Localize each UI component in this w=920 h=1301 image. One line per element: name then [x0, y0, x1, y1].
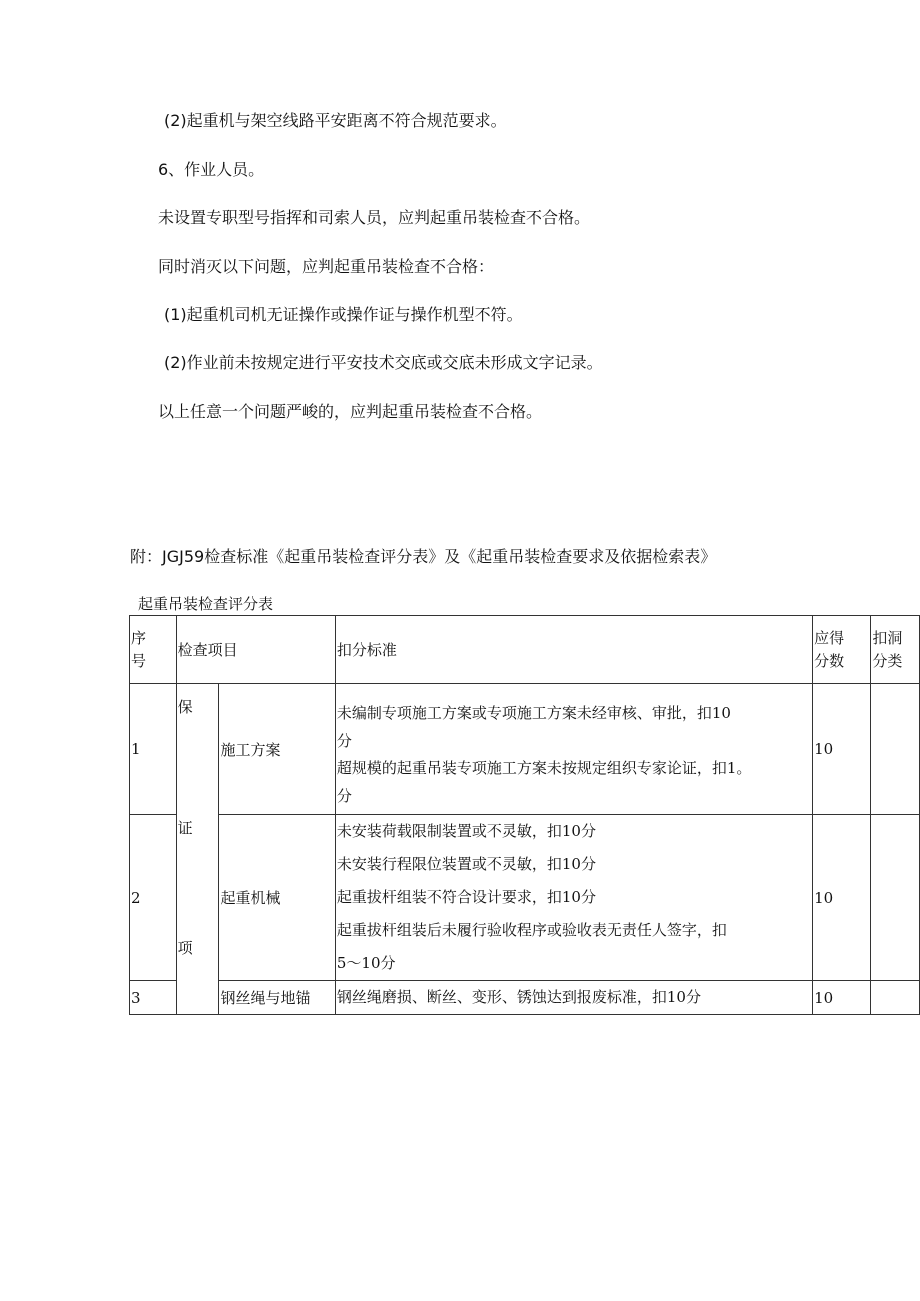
body-paragraph: 以上任意一个问题严峻的，应判起重吊装检查不合格。	[158, 402, 543, 421]
section-heading: 6、作业人员。	[158, 160, 265, 179]
table-row	[130, 815, 920, 981]
standard-line: 分	[336, 787, 352, 805]
standard-line: 5～10分	[336, 954, 396, 972]
standard-line: 未安装荷载限制装置或不灵敏，扣10分	[336, 822, 596, 840]
row-seq: 2	[130, 815, 177, 981]
standard-line: 起重拔杆组装不符合设计要求，扣10分	[336, 888, 596, 906]
row-seq: 1	[130, 684, 177, 815]
header-seq-line1: 序	[131, 628, 147, 647]
header-deduct	[871, 616, 920, 684]
row-score: 10	[813, 684, 871, 815]
row-standards	[335, 981, 812, 1015]
appendix-note: 附：JGJ59检查标准《起重吊装检查评分表》及《起重吊装检查要求及依据检索表》	[130, 547, 717, 566]
row-deduct	[871, 815, 920, 981]
table-header-row	[130, 616, 920, 684]
header-deduct-line2: 分类	[872, 651, 903, 670]
body-paragraph: (2)起重机与架空线路平安距离不符合规范要求。	[164, 111, 507, 130]
header-score-line2: 分数	[814, 651, 845, 670]
row-item: 施工方案	[219, 684, 335, 815]
group-label-char: 保	[177, 698, 193, 716]
header-score	[813, 616, 871, 684]
body-paragraph: 未设置专职型号指挥和司索人员，应判起重吊装检查不合格。	[158, 208, 591, 227]
standard-line: 起重拔杆组装后未履行验收程序或验收表无责任人签字，扣	[336, 921, 727, 939]
header-item: 检查项目	[176, 616, 335, 684]
row-item: 起重机械	[219, 815, 335, 981]
standard-line: 分	[336, 732, 352, 750]
row-standards	[335, 815, 812, 981]
row-standards	[335, 684, 812, 815]
body-paragraph: (1)起重机司机无证操作或操作证与操作机型不符。	[164, 305, 523, 324]
header-score-line1: 应得	[814, 628, 845, 647]
row-score: 10	[813, 981, 871, 1015]
table-row	[130, 981, 920, 1015]
group-label-char: 证	[177, 818, 193, 837]
standard-line: 未编制专项施工方案或专项施工方案未经审核、审批，扣10	[336, 704, 731, 722]
row-deduct	[871, 981, 920, 1015]
score-table	[129, 615, 920, 1015]
standard-line: 未安装行程限位装置或不灵敏，扣10分	[336, 855, 596, 873]
header-deduct-line1: 扣洞	[872, 628, 903, 647]
standard-line: 钢丝绳磨损、断丝、变形、锈蚀达到报废标准，扣10分	[336, 988, 701, 1006]
table-row	[130, 684, 920, 815]
group-label-char: 项	[177, 939, 193, 957]
row-score: 10	[813, 815, 871, 981]
row-item: 钢丝绳与地锚	[219, 981, 335, 1015]
row-seq: 3	[130, 981, 177, 1015]
row-deduct	[871, 684, 920, 815]
header-standard: 扣分标准	[335, 616, 812, 684]
standard-line: 超规模的起重吊装专项施工方案未按规定组织专家论证，扣1。	[336, 759, 752, 777]
table-caption: 起重吊装检查评分表	[138, 595, 274, 613]
header-seq	[130, 616, 177, 684]
body-paragraph: (2)作业前未按规定进行平安技术交底或交底未形成文字记录。	[164, 353, 603, 372]
group-label-cell	[176, 684, 219, 1015]
body-paragraph: 同时消灭以下问题，应判起重吊装检查不合格：	[158, 257, 495, 276]
header-seq-line2: 号	[131, 651, 147, 670]
